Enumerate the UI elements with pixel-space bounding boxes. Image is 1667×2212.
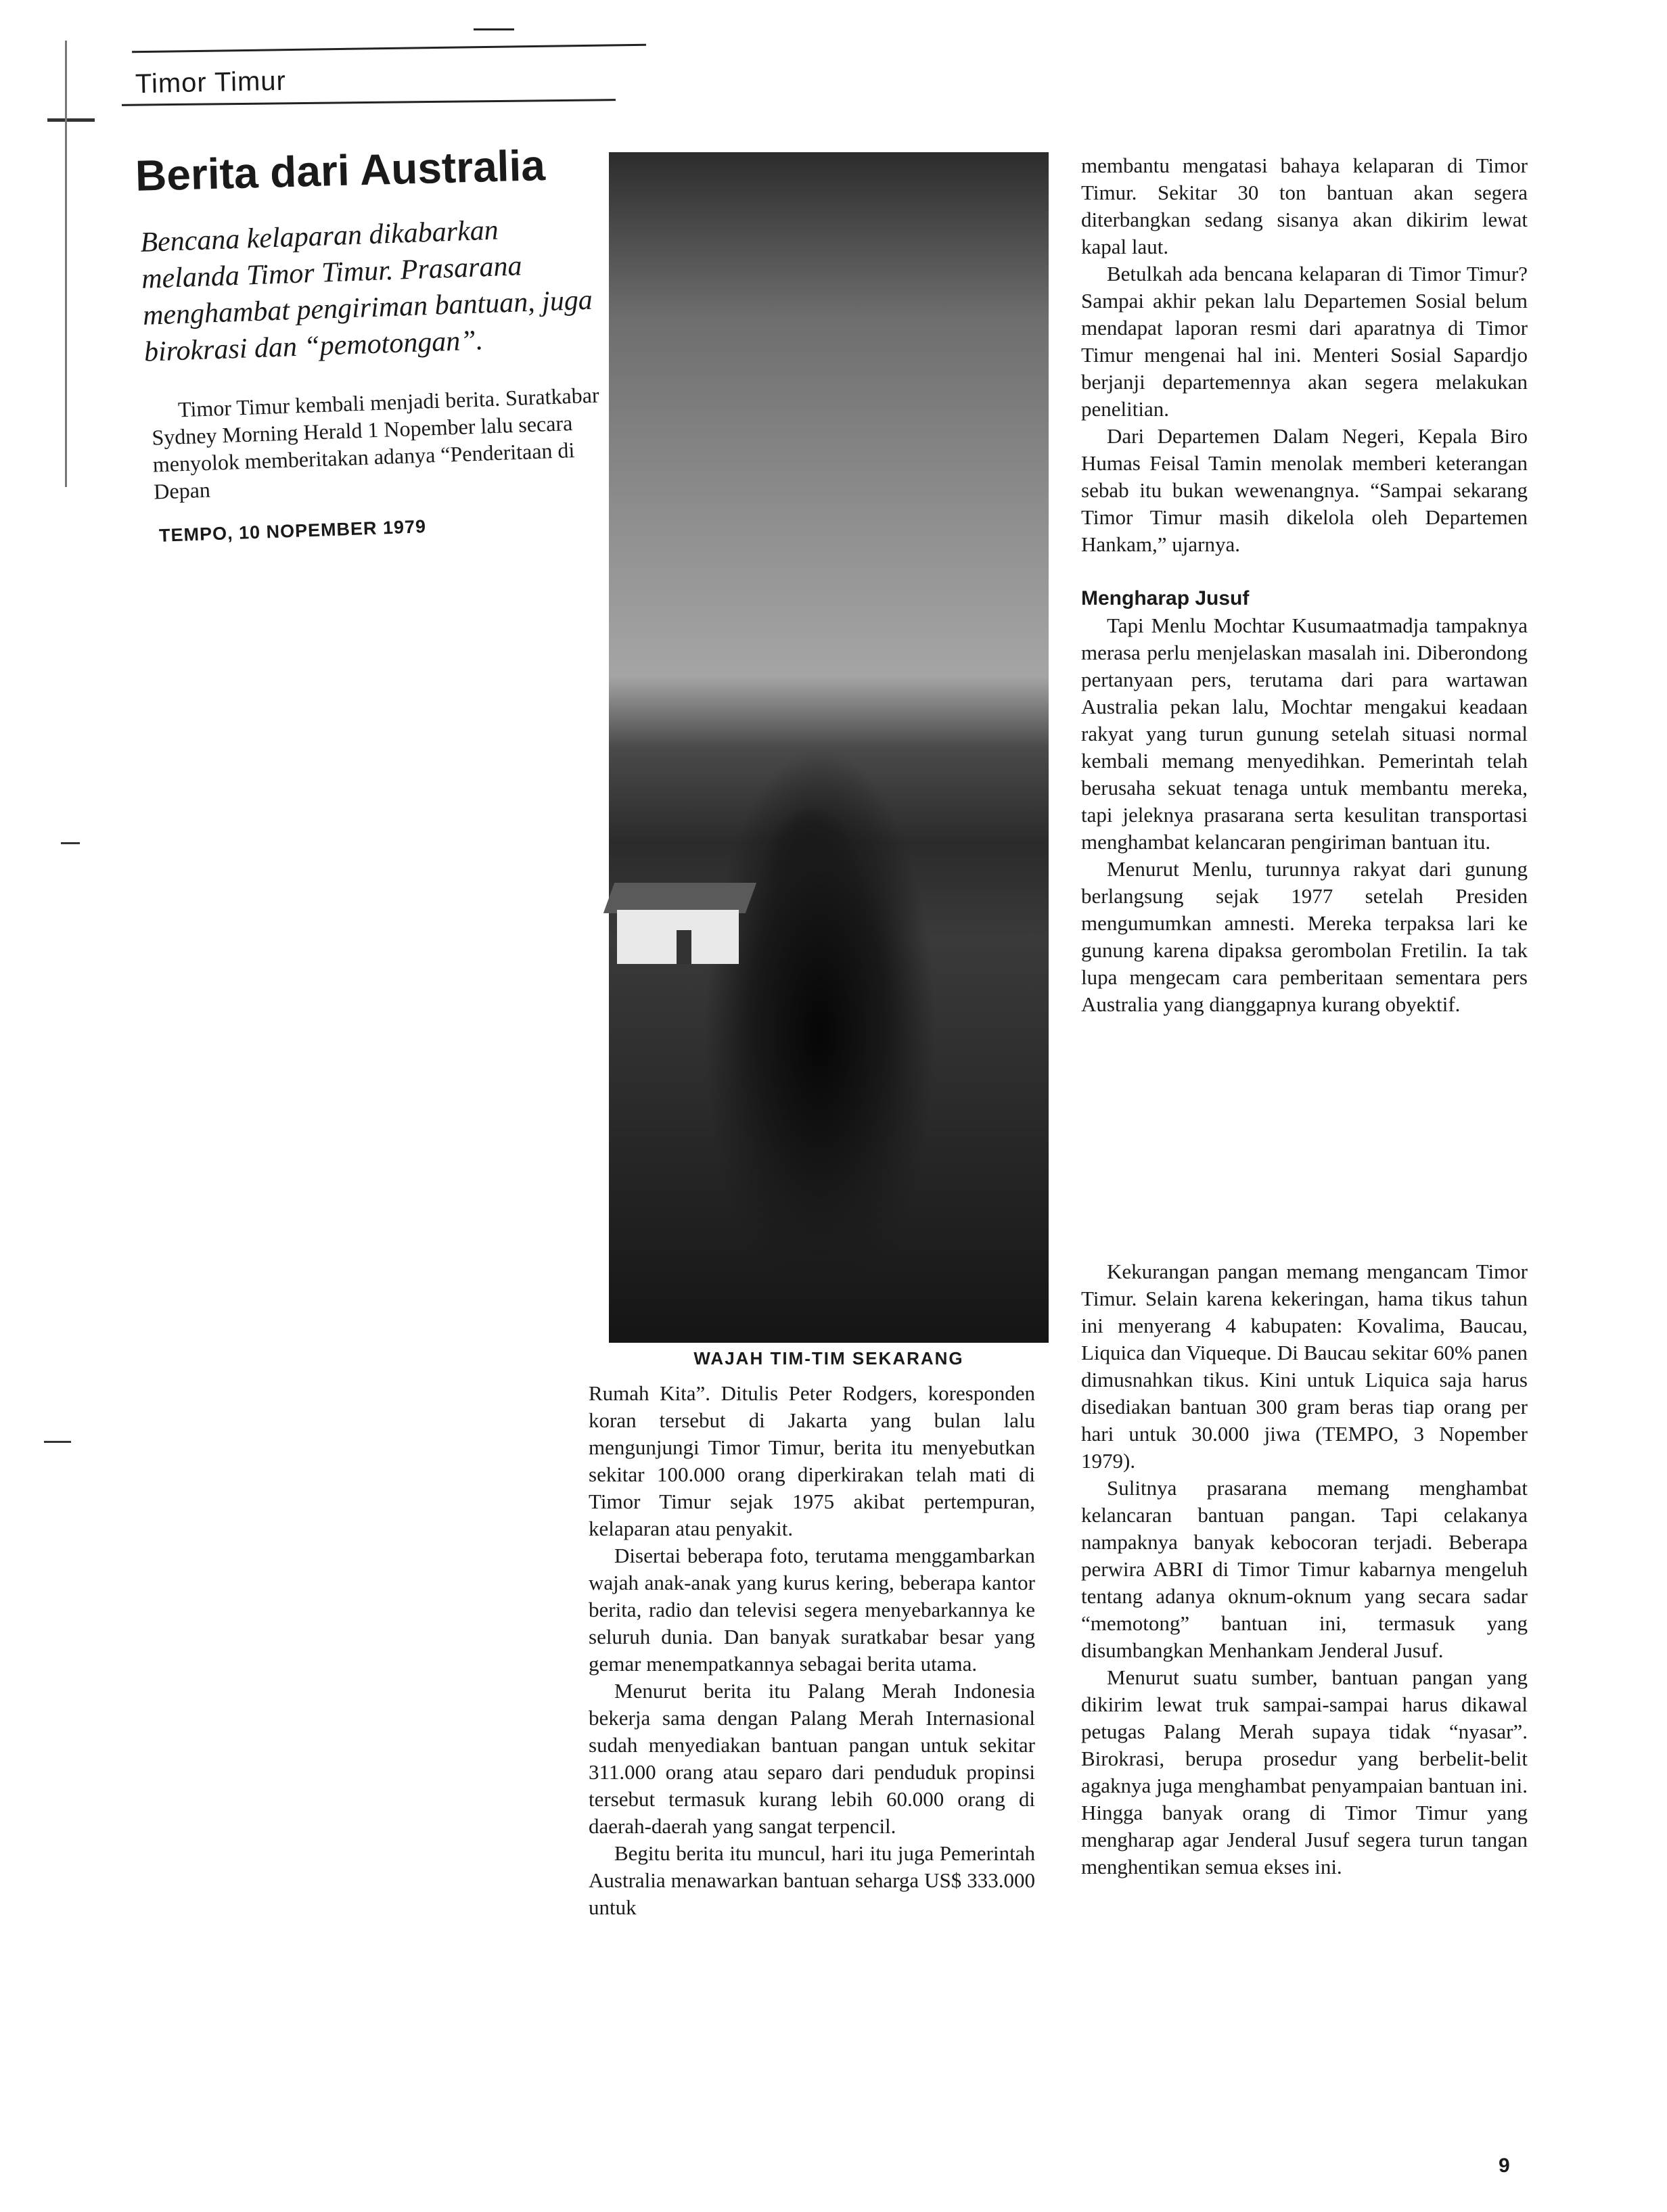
deck: Bencana kelaparan dikabarkan melanda Timor Timur. Prasarana menghambat pengiriman bantuan, juga birokrasi dan “pemotongan”. bbox=[139, 214, 593, 368]
page-number: 9 bbox=[1499, 2155, 1510, 2177]
section-tag: Timor Timur bbox=[135, 66, 287, 99]
column-middle bbox=[589, 1380, 1035, 1921]
photo bbox=[609, 152, 1049, 1343]
paragraph: Tapi Menlu Mochtar Kusumaatmadja tampaknya merasa perlu menjelaskan masalah ini. Diberondong pertanyaan pers, terutama dari para wartawan Australia pekan lalu, Mochtar mengakui keadaan rakyat yang turun gunung setelah situasi normal kembali memang menyedihkan. Pemerintah telah berusaha sekuat tenaga untuk membantu mereka, tapi jeleknya prasarana serta kesulitan transportasi menghambat kelancaran pengiriman bantuan itu. bbox=[1081, 614, 1528, 854]
paragraph: Disertai beberapa foto, terutama menggambarkan wajah anak-anak yang kurus kering, beberapa kantor berita, radio dan televisi segera menyebarkannya ke seluruh dunia. Dan banyak suratkabar besar yang gemar menempatkannya sebagai berita utama. bbox=[589, 1544, 1035, 1676]
top-rule bbox=[132, 44, 646, 53]
margin-tick-3 bbox=[44, 1441, 71, 1443]
paragraph: Sulitnya prasarana memang menghambat kelancaran bantuan pangan. Tapi celakanya nampaknya banyak kebocoran terjadi. Beberapa perwira ABRI di Timor Timur kabarnya mengeluh tentang adanya oknum-oknum yang secara sadar “memotong” bantuan ini, termasuk yang disumbangkan Menhankam Jenderal Jusuf. bbox=[1081, 1476, 1528, 1662]
lede: Timor Timur kembali menjadi berita. Suratkabar Sydney Morning Herald 1 Nopember lalu secara menyolok memberitakan adanya “Penderitaan di Depan bbox=[151, 382, 600, 504]
dateline: TEMPO, 10 NOPEMBER 1979 bbox=[158, 516, 427, 546]
margin-tick bbox=[47, 118, 95, 122]
left-margin-line bbox=[65, 41, 67, 487]
headline: Berita dari Australia bbox=[135, 141, 546, 200]
photo-house-roof bbox=[603, 883, 756, 913]
paragraph: Kekurangan pangan memang mengancam Timor Timur. Selain karena kekeringan, hama tikus tahun ini menyerang 4 kabupaten: Kovalima, Baucau, Liquica dan Viqueque. Di Baucau sekitar 60% panen dimusnahkan tikus. Kini untuk Liquica saja harus disediakan bantuan 300 gram beras tiap orang per hari untuk 30.000 jiwa (TEMPO, 3 Nopember 1979). bbox=[1081, 1260, 1528, 1473]
paragraph: Begitu berita itu muncul, hari itu juga Pemerintah Australia menawarkan bantuan seharga US$ 333.000 untuk bbox=[589, 1841, 1035, 1919]
margin-tick-2 bbox=[61, 842, 80, 844]
subhead: Mengharap Jusuf bbox=[1081, 587, 1250, 609]
paragraph: membantu mengatasi bahaya kelaparan di Timor Timur. Sekitar 30 ton bantuan akan segera diterbangkan sedang sisanya akan dikirim lewat kapal laut. bbox=[1081, 154, 1528, 258]
paragraph: Menurut suatu sumber, bantuan pangan yang dikirim lewat truk sampai-sampai harus dikawal petugas Palang Merah supaya tidak “nyasar”. Birokrasi, berupa prosedur yang berbelit-belit agaknya juga menghambat penyampaian bantuan ini. Hingga banyak orang di Timor Timur yang mengharap agar Jenderal Jusuf segera turun tangan menghentikan semua ekses ini. bbox=[1081, 1665, 1528, 1879]
paragraph: Rumah Kita”. Ditulis Peter Rodgers, koresponden koran tersebut di Jakarta yang bulan lalu mengunjungi Timor Timur, berita itu menyebutkan sekitar 100.000 orang diperkirakan telah mati di Timor Timur sejak 1975 akibat pertempuran, kelaparan atau penyakit. bbox=[589, 1381, 1035, 1540]
paragraph: Menurut Menlu, turunnya rakyat dari gunung berlangsung sejak 1977 setelah Presiden mengumumkan amnesti. Mereka terpaksa lari ke gunung karena dipaksa gerombolan Fretilin. Ia tak lupa mengecam cara pemberitaan sementara pers Australia yang dianggapnya kurang obyektif. bbox=[1081, 857, 1528, 1016]
paragraph: Betulkah ada bencana kelaparan di Timor Timur? Sampai akhir pekan lalu Departemen Sosial belum mendapat laporan resmi dari aparatnya di Timor Timur mengenai hal ini. Menteri Sosial Sapardjo berjanji departemennya akan segera melakukan penelitian. bbox=[1081, 262, 1528, 421]
column-right bbox=[1081, 152, 1528, 1018]
paragraph: Dari Departemen Dalam Negeri, Kepala Biro Humas Feisal Tamin menolak memberi keterangan sebab itu bukan wewenangnya. “Sampai sekarang Timor Timur masih dikelola oleh Departemen Hankam,” ujarnya. bbox=[1081, 424, 1528, 556]
top-rule-short bbox=[474, 28, 514, 30]
column-right-bottom bbox=[1081, 1258, 1528, 1881]
paragraph: Menurut berita itu Palang Merah Indonesia bekerja sama dengan Palang Merah Internasional sudah menyediakan bantuan pangan untuk sekitar 311.000 orang atau separo dari penduduk propinsi tersebut termasuk kurang lebih 60.000 orang di daerah-daerah yang sangat terpencil. bbox=[589, 1679, 1035, 1838]
spacer bbox=[1081, 558, 1528, 585]
section-underline bbox=[122, 99, 616, 106]
photo-caption: WAJAH TIM-TIM SEKARANG bbox=[693, 1348, 964, 1368]
photo-house-door bbox=[677, 930, 691, 964]
